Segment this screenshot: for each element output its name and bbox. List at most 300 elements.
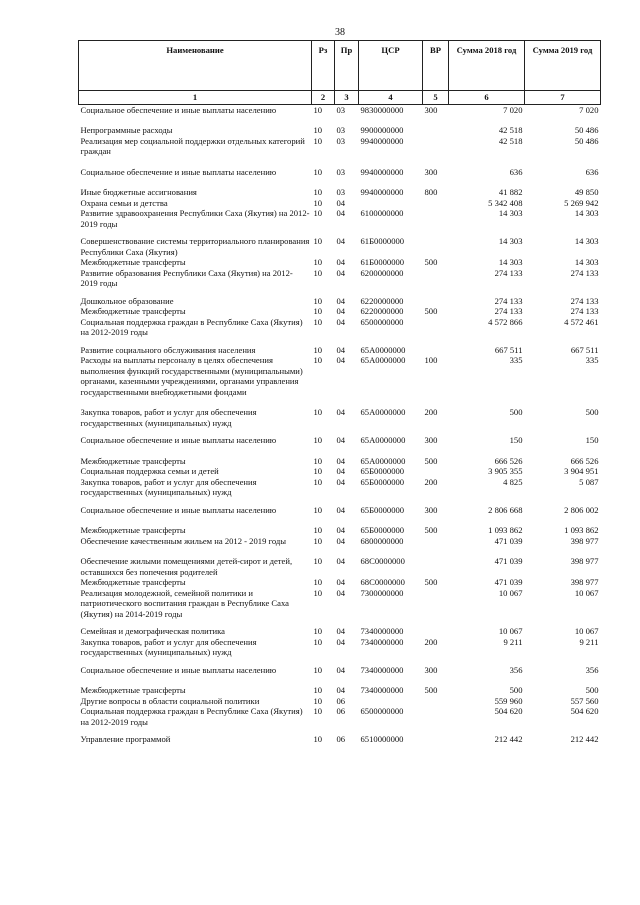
row-csr: 9940000000 [360,187,404,197]
row-sum-2018: 41 882 [498,187,523,197]
col-header-sum-2018: Сумма 2018 год [449,41,525,91]
table-row [79,456,601,467]
row-rz: 10 [313,455,323,466]
row-sum-2018: 4 825 [503,476,523,487]
row-name: Развитие социального обслуживания населения [80,344,256,355]
row-rz: 10 [313,187,323,197]
row-name: Социальное обеспечение и иные выплаты населению [80,104,277,115]
row-vr: 500 [424,685,438,695]
row-csr: 65А0000000 [360,344,406,355]
page-number: 38 [335,27,345,38]
row-vr [423,236,449,257]
col-header-name: Наименование [79,41,312,91]
table-row [79,536,601,547]
row-pr: 03 [336,135,346,146]
row-csr: 9830000000 [360,104,404,115]
row-sum-2019: 5 087 [579,476,599,487]
row-vr [423,208,449,229]
row-pr: 04 [336,267,346,278]
row-spacer [79,397,601,407]
row-spacer [79,115,601,125]
row-spacer-cell [79,157,601,167]
row-vr [423,626,449,637]
col-header-csr: ЦСР [359,41,423,91]
row-rz: 10 [313,706,323,716]
row-name: Социальное обеспечение и иные выплаты населению [80,435,277,445]
row-sum-2018: 500 [509,685,523,695]
row-name: Межбюджетные трансферты [80,306,186,316]
row-rz: 10 [313,734,323,744]
row-sum-2019: 335 [585,355,599,365]
table-row [79,296,601,307]
row-pr: 06 [336,695,346,706]
row-pr: 04 [336,295,346,306]
row-sum-2018: 7 020 [503,104,523,115]
row-rz: 10 [313,556,323,566]
row-csr: 65А0000000 [360,435,406,445]
row-spacer-cell [79,675,601,685]
row-pr: 03 [336,166,346,177]
row-pr: 03 [336,125,346,135]
table-row [79,407,601,428]
row-sum-2018: 504 620 [494,706,523,716]
row-pr: 04 [336,476,346,487]
row-csr: 65А0000000 [360,355,406,365]
row-spacer-cell [79,515,601,525]
row-pr: 04 [336,257,346,267]
col-number-6: 6 [449,91,525,105]
row-name: Реализация мер социальной поддержки отдельных категорий граждан [80,135,305,156]
table-row [79,268,601,289]
row-name: Развитие образования Республики Саха (Якутия) на 2012-2019 годы [80,267,293,288]
table-row [79,104,601,115]
row-name: Охрана семьи и детства [80,197,168,208]
row-name: Межбюджетные трансферты [80,455,186,466]
row-rz: 10 [313,626,323,636]
row-rz: 10 [313,257,323,267]
row-sum-2019: 3 904 951 [564,466,599,476]
row-rz: 10 [313,236,323,246]
row-rz: 10 [313,504,323,515]
row-vr [423,268,449,289]
row-pr: 04 [336,197,346,208]
row-csr: 9900000000 [360,125,404,135]
row-sum-2018: 14 303 [498,257,523,267]
row-vr: 300 [424,166,438,177]
row-rz: 10 [313,407,323,417]
row-vr: 300 [424,664,438,675]
table-row [79,208,601,229]
row-csr: 9940000000 [360,166,404,177]
row-pr: 04 [336,664,346,675]
row-spacer [79,229,601,236]
row-spacer [79,157,601,167]
table-row [79,665,601,676]
row-spacer-cell [79,658,601,665]
col-number-1: 1 [79,91,312,105]
row-rz: 10 [313,208,323,218]
row-pr: 04 [336,407,346,417]
row-name: Социальное обеспечение и иные выплаты населению [80,664,277,675]
row-spacer-cell [79,446,601,456]
row-spacer-cell [79,115,601,125]
budget-table [78,40,601,745]
row-name: Межбюджетные трансферты [80,525,186,535]
row-spacer [79,546,601,556]
row-vr [423,345,449,356]
row-spacer-cell [79,177,601,187]
col-header-vr: ВР [423,41,449,91]
row-vr [423,536,449,547]
col-header-pr: Пр [335,41,359,91]
row-pr: 03 [336,104,346,115]
row-spacer [79,515,601,525]
table-row [79,637,601,658]
table-row [79,477,601,498]
row-name: Реализация молодежной, семейной политики и патриотического воспитания граждан в Республике Саха (Якутия) на 2014-2019 годы [80,587,289,619]
row-sum-2019: 504 620 [570,706,599,716]
table-row [79,626,601,637]
row-sum-2019: 1 093 862 [564,525,599,535]
row-spacer [79,727,601,734]
row-vr [423,556,449,577]
row-pr: 06 [336,734,346,744]
row-name: Межбюджетные трансферты [80,257,186,267]
row-sum-2018: 274 133 [494,295,523,306]
row-rz: 10 [313,685,323,695]
row-pr: 04 [336,208,346,218]
row-name: Закупка товаров, работ и услуг для обеспечения государственных (муниципальных) нужд [80,407,257,428]
row-sum-2019: 274 133 [570,295,599,306]
row-pr: 04 [336,344,346,355]
row-sum-2019: 398 977 [570,535,599,546]
row-sum-2019: 14 303 [574,208,599,218]
row-sum-2018: 2 806 668 [488,504,523,515]
row-sum-2018: 559 960 [494,695,523,706]
row-sum-2018: 1 093 862 [488,525,523,535]
row-pr: 04 [336,587,346,598]
row-name: Иные бюджетные ассигнования [80,187,197,197]
row-sum-2019: 274 133 [570,267,599,278]
table-row [79,306,601,317]
row-sum-2018: 274 133 [494,306,523,316]
row-csr: 65Б0000000 [360,476,405,487]
row-vr: 500 [424,455,438,466]
row-vr [423,296,449,307]
row-vr [423,734,449,745]
row-csr: 6500000000 [360,316,404,327]
row-sum-2018: 274 133 [494,267,523,278]
row-vr [423,588,449,620]
row-rz: 10 [313,435,323,445]
row-spacer-cell [79,619,601,626]
table-row [79,355,601,397]
row-name: Семейная и демографическая политика [80,626,225,636]
row-csr: 6510000000 [360,734,404,744]
row-spacer-cell [79,289,601,296]
row-name: Обеспечение качественным жильем на 2012 - 2019 годы [80,535,287,546]
row-spacer [79,289,601,296]
row-sum-2019: 9 211 [579,636,599,647]
row-name: Совершенствование системы территориального планирования Республики Саха (Якутия) [80,236,310,257]
row-name: Расходы на выплаты персоналу в целях обеспечения выполнения функций государственными (муниципальными) органами, казенными учреждениями, органами управления государственными внебюджетными фондами [80,355,303,397]
col-number-4: 4 [359,91,423,105]
row-csr: 6100000000 [360,208,404,218]
col-number-5: 5 [423,91,449,105]
table-row [79,435,601,446]
row-sum-2019: 14 303 [574,257,599,267]
col-number-7: 7 [525,91,601,105]
row-csr: 7300000000 [360,587,404,598]
row-csr: 65Б0000000 [360,504,405,515]
row-sum-2018: 42 518 [498,125,523,135]
row-rz: 10 [313,267,323,278]
row-sum-2018: 14 303 [498,236,523,246]
row-vr: 200 [424,476,438,487]
row-rz: 10 [313,355,323,365]
row-sum-2018: 471 039 [494,556,523,566]
row-sum-2018: 471 039 [494,577,523,587]
row-sum-2018: 212 442 [494,734,523,744]
row-sum-2019: 636 [585,166,599,177]
row-pr: 06 [336,706,346,716]
row-vr [423,317,449,338]
row-csr: 68С0000000 [360,556,405,566]
row-pr: 04 [336,455,346,466]
row-csr: 9940000000 [360,135,404,146]
column-number-row [79,91,601,105]
row-sum-2018: 150 [509,435,523,445]
row-sum-2019: 50 486 [574,135,599,146]
table-row [79,125,601,136]
row-pr: 03 [336,187,346,197]
header-row [79,41,601,91]
row-sum-2019: 50 486 [574,125,599,135]
row-pr: 04 [336,435,346,445]
row-name: Социальное обеспечение и иные выплаты населению [80,166,277,177]
row-vr: 500 [424,257,438,267]
row-spacer [79,619,601,626]
row-rz: 10 [313,316,323,327]
row-csr: 6200000000 [360,267,404,278]
row-csr: 61Б0000000 [360,257,405,267]
row-vr [423,136,449,157]
row-vr: 800 [424,187,438,197]
row-sum-2019: 4 572 461 [564,316,599,327]
row-name: Межбюджетные трансферты [80,577,186,587]
row-sum-2019: 212 442 [570,734,599,744]
row-name: Обеспечение жилыми помещениями детей-сирот и детей, оставшихся без попечения родителей [80,556,293,577]
row-name: Управление программой [80,734,171,744]
row-csr: 7340000000 [360,626,404,636]
row-spacer-cell [79,428,601,435]
row-rz: 10 [313,525,323,535]
row-sum-2018: 335 [509,355,523,365]
row-sum-2019: 557 560 [570,695,599,706]
row-name: Социальная поддержка граждан в Республике Саха (Якутия) на 2012-2019 годы [80,706,303,727]
row-vr: 500 [424,525,438,535]
row-sum-2018: 666 526 [494,455,523,466]
row-vr [423,198,449,209]
row-vr [423,125,449,136]
row-spacer-cell [79,498,601,505]
table-row [79,345,601,356]
row-sum-2018: 4 572 866 [488,316,523,327]
row-spacer [79,338,601,345]
row-sum-2018: 10 067 [498,587,523,598]
row-csr [359,198,423,209]
row-pr: 04 [336,466,346,476]
row-pr: 04 [336,316,346,327]
row-csr: 6220000000 [360,295,404,306]
row-csr: 7340000000 [360,664,404,675]
row-spacer-cell [79,229,601,236]
row-sum-2019: 274 133 [570,306,599,316]
row-sum-2019: 10 067 [574,587,599,598]
row-vr: 300 [424,435,438,445]
row-rz: 10 [313,664,323,675]
row-spacer [79,675,601,685]
row-spacer [79,177,601,187]
row-sum-2019: 398 977 [570,577,599,587]
row-pr: 04 [336,577,346,587]
row-pr: 04 [336,556,346,566]
row-sum-2019: 500 [585,685,599,695]
row-spacer-cell [79,546,601,556]
table-row [79,136,601,157]
row-rz: 10 [313,295,323,306]
row-vr [423,466,449,477]
table-row [79,696,601,707]
row-vr: 200 [424,407,438,417]
row-name: Социальное обеспечение и иные выплаты населению [80,504,277,515]
table-row [79,198,601,209]
row-sum-2019: 2 806 002 [564,504,599,515]
table-row [79,466,601,477]
row-sum-2018: 667 511 [494,344,523,355]
row-sum-2019: 14 303 [574,236,599,246]
row-csr: 65А0000000 [360,407,406,417]
row-spacer [79,658,601,665]
table-body [79,104,601,745]
row-sum-2018: 500 [509,407,523,417]
row-rz: 10 [313,535,323,546]
table-row [79,577,601,588]
row-sum-2019: 667 511 [570,344,599,355]
row-rz: 10 [313,125,323,135]
row-spacer-cell [79,727,601,734]
row-sum-2019: 49 850 [574,187,599,197]
row-sum-2018: 9 211 [503,636,523,647]
row-pr: 04 [336,306,346,316]
row-pr: 04 [336,535,346,546]
row-name: Дошкольное образование [80,295,174,306]
row-sum-2018: 14 303 [498,208,523,218]
row-pr: 04 [336,525,346,535]
row-csr: 6800000000 [360,535,404,546]
row-spacer-cell [79,397,601,407]
row-rz: 10 [313,636,323,647]
row-sum-2019: 500 [585,407,599,417]
row-vr: 500 [424,577,438,587]
col-header-rz: Рз [312,41,335,91]
row-rz: 10 [313,344,323,355]
row-csr [359,696,423,707]
row-sum-2019: 356 [585,664,599,675]
row-name: Закупка товаров, работ и услуг для обеспечения государственных (муниципальных) нужд [80,476,257,497]
table-row [79,167,601,178]
row-name: Закупка товаров, работ и услуг для обеспечения государственных (муниципальных) нужд [80,636,257,657]
row-sum-2019: 666 526 [570,455,599,466]
row-pr: 04 [336,355,346,365]
row-vr [423,706,449,727]
row-sum-2019: 398 977 [570,556,599,566]
row-vr: 100 [424,355,438,365]
row-rz: 10 [313,104,323,115]
row-csr: 6500000000 [360,706,404,716]
row-name: Межбюджетные трансферты [80,685,186,695]
row-sum-2018: 356 [509,664,523,675]
row-sum-2018: 42 518 [498,135,523,146]
table-row [79,734,601,745]
row-pr: 04 [336,636,346,647]
row-csr: 7340000000 [360,636,404,647]
table-row [79,685,601,696]
table-row [79,187,601,198]
col-number-2: 2 [312,91,335,105]
row-csr: 68С0000000 [360,577,405,587]
row-csr: 65А0000000 [360,455,406,466]
row-pr: 04 [336,685,346,695]
row-spacer [79,498,601,505]
row-rz: 10 [313,476,323,487]
row-pr: 04 [336,504,346,515]
row-pr: 04 [336,236,346,246]
table-row [79,588,601,620]
row-sum-2019: 5 269 942 [564,197,599,208]
row-spacer-cell [79,338,601,345]
row-name: Непрограммные расходы [80,125,173,135]
row-csr: 6220000000 [360,306,404,316]
row-sum-2018: 636 [509,166,523,177]
col-number-3: 3 [335,91,359,105]
table-row [79,317,601,338]
row-spacer [79,446,601,456]
row-vr: 200 [424,636,438,647]
row-csr: 7340000000 [360,685,404,695]
row-sum-2019: 10 067 [574,626,599,636]
row-name: Социальная поддержка семьи и детей [80,466,219,476]
row-pr: 04 [336,626,346,636]
table-row [79,525,601,536]
table-row [79,706,601,727]
col-header-sum-2019: Сумма 2019 год [525,41,601,91]
row-rz: 10 [313,166,323,177]
table-row [79,257,601,268]
row-sum-2019: 150 [585,435,599,445]
row-sum-2018: 5 342 408 [488,197,523,208]
row-rz: 10 [313,577,323,587]
row-rz: 10 [313,587,323,598]
table-row [79,505,601,516]
row-name: Развитие здравоохранения Республики Саха (Якутия) на 2012-2019 годы [80,208,310,229]
table-row [79,556,601,577]
row-vr [423,696,449,707]
row-vr: 300 [424,104,438,115]
row-vr: 300 [424,504,438,515]
row-rz: 10 [313,135,323,146]
row-csr: 61Б0000000 [360,236,405,246]
